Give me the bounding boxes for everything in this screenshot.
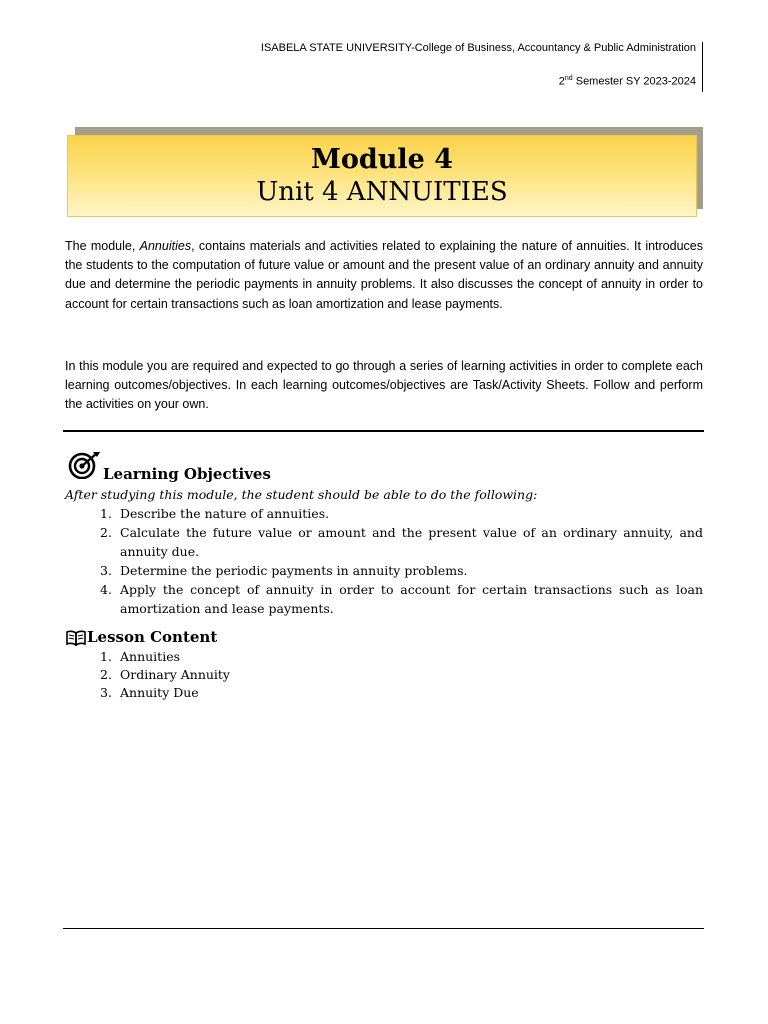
- unit-title: Unit 4 ANNUITIES: [256, 177, 508, 207]
- open-book-icon: [66, 630, 86, 646]
- list-item: [100, 684, 230, 702]
- item-text: Ordinary Annuity: [120, 667, 230, 682]
- semester-number: 2: [558, 75, 565, 88]
- list-item: [100, 666, 230, 684]
- item-number: 1.: [100, 649, 112, 664]
- item-number: 1.: [100, 506, 112, 521]
- list-item: [100, 561, 703, 580]
- item-text: Annuities: [120, 649, 181, 664]
- list-item: [100, 580, 703, 618]
- lesson-content-list: [100, 648, 230, 702]
- lesson-content-heading: Lesson Content: [87, 628, 218, 646]
- header-semester: [559, 75, 696, 88]
- learning-objectives-heading: Learning Objectives: [103, 465, 271, 483]
- item-number: 3.: [100, 563, 112, 578]
- module-title: Module 4: [310, 144, 454, 175]
- intro-p1-emphasis: Annuities: [139, 239, 192, 253]
- list-item: [100, 648, 230, 666]
- item-text: Describe the nature of annuities.: [120, 506, 330, 521]
- item-text: Calculate the future value or amount and the present value of an ordinary annuity, and annuity due.: [120, 525, 703, 559]
- header-university: ISABELA STATE UNIVERSITY-College of Business, Accountancy & Public Administration: [260, 42, 696, 54]
- list-item: [100, 523, 703, 561]
- intro-paragraph-2: In this module you are required and expected to go through a series of learning activities in order to complete each learning outcomes/objectives. In each learning outcomes/objectives are Task/Activity Sheets. Follow and perform the activities on your own.: [65, 359, 703, 412]
- item-number: 2.: [100, 525, 112, 540]
- footer-divider: [63, 928, 704, 929]
- section-divider: [63, 430, 704, 432]
- learning-objectives-intro: After studying this module, the student should be able to do the following:: [65, 487, 538, 502]
- item-number: 4.: [100, 582, 112, 597]
- item-text: Apply the concept of annuity in order to account for certain transactions such as loan amortization and lease payments.: [120, 582, 703, 616]
- intro-paragraph-1: [65, 237, 703, 314]
- intro-p1-start: The module,: [65, 239, 140, 253]
- item-text: Annuity Due: [120, 685, 199, 700]
- intro-p1-rest: , contains materials and activities related to explaining the nature of annuities. It introduces the students to the computation of future value or amount and the present value of an ordinary annuity and annuity due and determine the periodic payments in annuity problems. It also discusses the concept of annuity in order to account for certain transactions such as loan amortization and lease payments.: [65, 239, 703, 311]
- target-icon: [66, 451, 102, 479]
- header-vertical-rule: [702, 42, 703, 92]
- item-text: Determine the periodic payments in annuity problems.: [120, 563, 468, 578]
- objectives-list: [100, 504, 703, 618]
- list-item: [100, 504, 703, 523]
- item-number: 2.: [100, 667, 112, 682]
- semester-text: Semester SY 2023-2024: [572, 75, 696, 88]
- module-banner: [67, 135, 697, 217]
- item-number: 3.: [100, 685, 112, 700]
- semester-ordinal: nd: [564, 75, 573, 82]
